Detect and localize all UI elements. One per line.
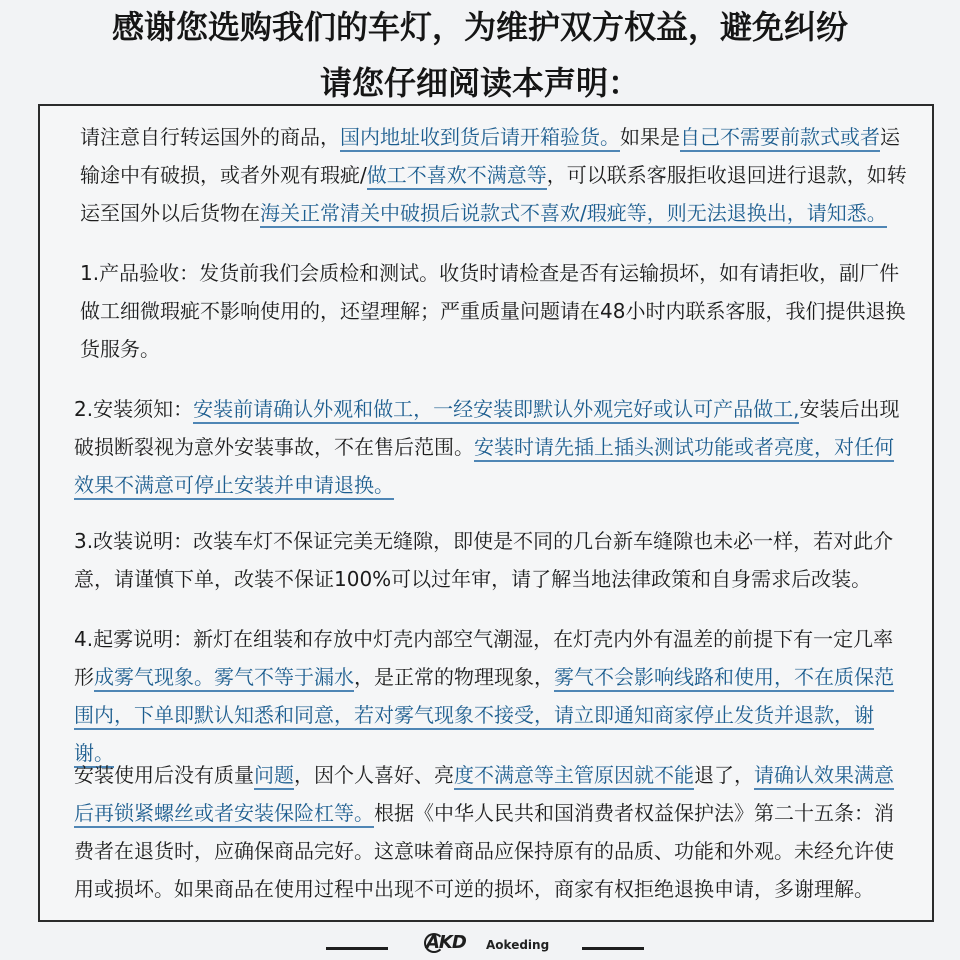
installation-paragraph — [74, 390, 912, 504]
body-text: 运输途中有破损，或者外观有瑕疵/ — [80, 125, 900, 187]
highlighted-text: 雾气不会影响线路和使用，不在质保范围内，下单即默认知悉和同意，若对雾气现象不接受，请立即通知商家停止发货并退款，谢谢。 — [74, 665, 894, 768]
brand-mark: AKD — [426, 932, 466, 953]
footer-rule-left — [326, 947, 388, 950]
body-text: 安装后出现破损断裂视为意外安装事故，不在售后范围。 — [74, 397, 900, 459]
page-title-line-2: 请您仔细阅读本声明： — [319, 64, 640, 102]
closing-paragraph — [74, 756, 912, 908]
body-text: 3.改装说明：改装车灯不保证完美无缝隙，即使是不同的几台新车缝隙也未必一样，若对此介意，请谨慎下单，改装不保证100%可以过年审，请了解当地法律政策和自身需求后改装。 — [74, 529, 894, 591]
highlighted-text: 自己不需要前款式或者 — [680, 125, 880, 152]
highlighted-text: 问题 — [254, 763, 294, 790]
highlighted-text: 请确认效果满意后再锁紧螺丝或者安装保险杠等。 — [74, 763, 894, 828]
body-text: ，因个人喜好、亮 — [294, 763, 454, 787]
body-text: 根据《中华人民共和国消费者权益保护法》第二十五条：消费者在退货时，应确保商品完好。这意味着商品应保持原有的品质、功能和外观。未经允许使用或损坏。如果商品在使用过程中出现不可逆的损坏，商家有权拒绝退换申请，多谢理解。 — [74, 801, 894, 901]
body-text: 2.安装须知： — [74, 397, 194, 421]
page-title-line-1: 感谢您选购我们的车灯，为维护双方权益，避免纠纷 — [111, 8, 848, 46]
highlighted-text: 安装前请确认外观和做工，一经安装即默认外观完好或认可产品做工, — [193, 397, 799, 424]
inspection-paragraph — [80, 254, 910, 368]
highlighted-text: 国内地址收到货后请开箱验货。 — [340, 125, 620, 152]
brand-name: Aokeding — [486, 938, 550, 952]
notice-box — [38, 104, 934, 922]
highlighted-text: 成雾气现象。雾气不等于漏水 — [94, 665, 354, 692]
brand-logo — [426, 932, 556, 960]
highlighted-text: 安装时请先插上插头测试功能或者亮度，对任何效果不满意可停止安装并申请退换。 — [74, 435, 894, 500]
body-text: ，可以联系客服拒收退回进行退款，如转运至国外以后货物在 — [80, 163, 907, 225]
body-text: 安装使用后没有质量 — [74, 763, 254, 787]
body-text: 1.产品验收：发货前我们会质检和测试。收货时请检查是否有运输损坏，如有请拒收，副厂件做工细微瑕疵不影响使用的，还望理解；严重质量问题请在48小时内联系客服，我们提供退换货服务。 — [80, 261, 906, 361]
body-text: 退了， — [694, 763, 754, 787]
footer-rule-right — [582, 947, 644, 950]
body-text: 请注意自行转运国外的商品， — [80, 125, 340, 149]
body-text: ，是正常的物理现象， — [354, 665, 554, 689]
highlighted-text: 海关正常清关中破损后说款式不喜欢/瑕疵等，则无法退换出，请知悉。 — [260, 201, 887, 228]
intro-paragraph — [80, 118, 910, 232]
body-text: 如果是 — [620, 125, 680, 149]
highlighted-text: 做工不喜欢不满意等 — [367, 163, 547, 190]
body-text: 4.起雾说明：新灯在组装和存放中灯壳内部空气潮湿，在灯壳内外有温差的前提下有一定几率形 — [74, 627, 894, 689]
fogging-paragraph — [74, 620, 912, 772]
highlighted-text: 度不满意等主管原因就不能 — [454, 763, 694, 790]
modification-paragraph — [74, 522, 912, 598]
footer — [0, 928, 960, 960]
